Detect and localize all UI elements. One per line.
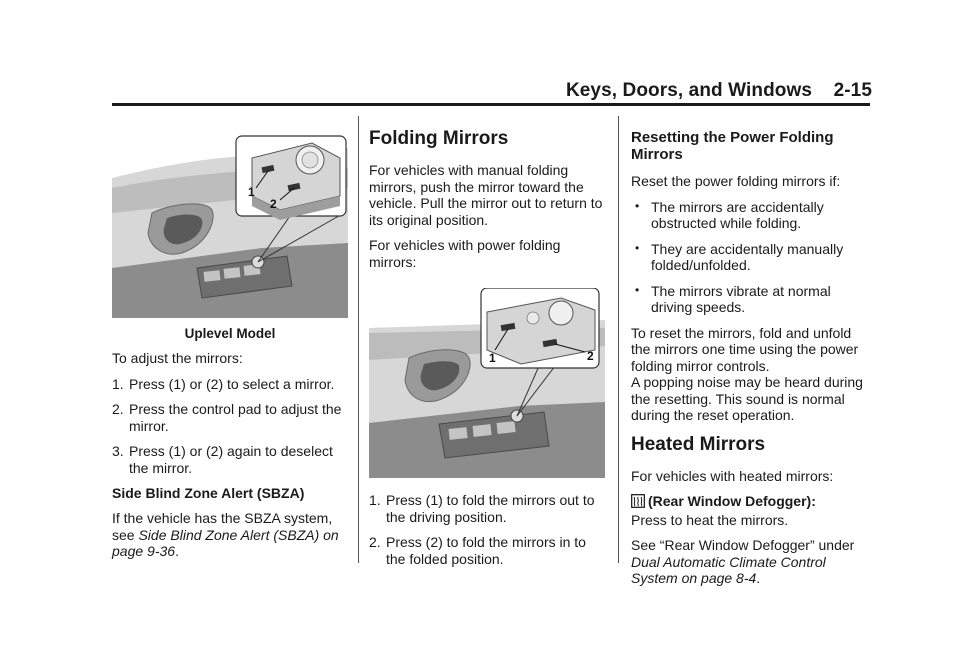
bullet-text: The mirrors vibrate at normal driving speeds. <box>651 282 831 315</box>
step-number: 2. <box>369 534 381 550</box>
defogger-label: (Rear Window Defogger): <box>648 493 816 509</box>
step-text: Press (1) or (2) again to deselect the mirror. <box>129 443 333 476</box>
step-text: Press the control pad to adjust the mirror. <box>129 401 342 434</box>
sbza-text: If the vehicle has the SBZA system, see <box>112 510 333 543</box>
sbza-end: . <box>175 543 179 559</box>
sbza-heading: Side Blind Zone Alert (SBZA) <box>112 485 305 501</box>
defogger-entry <box>631 493 871 528</box>
reset-text-2: A popping noise may be heard during the resetting. This sound is normal during the reset operation. <box>631 374 863 423</box>
bullet-glyph: • <box>635 240 640 255</box>
bullet-glyph: • <box>635 198 640 213</box>
step-text: Press (1) or (2) to select a mirror. <box>129 375 335 392</box>
reset-intro: Reset the power folding mirrors if: <box>631 173 841 189</box>
step-number: 1. <box>369 492 381 508</box>
page-header <box>112 80 872 104</box>
sbza-reference-link[interactable]: Side Blind Zone Alert (SBZA) on page 9-36 <box>112 526 339 559</box>
list-item <box>369 534 605 567</box>
bullet-glyph: • <box>635 282 640 297</box>
column-right <box>631 118 871 596</box>
column-left <box>112 118 348 569</box>
callout-label: 2 <box>270 197 277 211</box>
list-item <box>112 443 348 476</box>
callout-label: 1 <box>489 351 496 365</box>
list-item <box>631 199 871 232</box>
list-item <box>112 401 348 434</box>
column-middle <box>369 118 605 576</box>
defogger-text: Press to heat the mirrors. <box>631 511 789 528</box>
column-divider <box>618 116 619 563</box>
see-paragraph <box>631 537 871 587</box>
manual-folding-text: For vehicles with manual folding mirrors, push the mirror toward the vehicle. Pull the mirror out to return to its original position. <box>369 162 603 228</box>
climate-control-reference-link[interactable]: Dual Automatic Climate Control System on page 8-4 <box>631 553 826 586</box>
power-folding-text: For vehicles with power folding mirrors: <box>369 237 561 270</box>
uplevel-mirror-control-illustration <box>112 118 348 318</box>
callout-label: 1 <box>248 185 255 199</box>
sbza-paragraph <box>112 510 348 560</box>
step-text: Press (1) to fold the mirrors out to the driving position. <box>386 492 595 525</box>
step-text: Press (2) to fold the mirrors in to the folded position. <box>386 534 586 567</box>
step-number: 3. <box>112 443 124 459</box>
section-title: Keys, Doors, and Windows <box>565 80 813 101</box>
power-folding-mirror-illustration <box>369 288 605 478</box>
page-number: 2-15 <box>833 80 872 101</box>
step-number: 2. <box>112 401 124 417</box>
header-title <box>566 80 872 102</box>
list-item <box>369 492 605 525</box>
adjust-steps-list <box>112 376 348 477</box>
figure-caption: Uplevel Model <box>184 326 276 341</box>
list-item <box>631 241 871 274</box>
bullet-text: They are accidentally manually folded/unfolded. <box>651 240 844 273</box>
heated-mirrors-heading: Heated Mirrors <box>631 433 766 455</box>
folding-steps-list <box>369 492 605 567</box>
intro-text: To adjust the mirrors: <box>112 350 243 366</box>
list-item <box>631 283 871 316</box>
list-item <box>112 376 348 393</box>
heated-intro: For vehicles with heated mirrors: <box>631 467 834 484</box>
see-text: See “Rear Window Defogger” under <box>631 537 855 553</box>
folding-mirrors-heading: Folding Mirrors <box>369 128 509 149</box>
reset-text-1: To reset the mirrors, fold and unfold the mirrors one time using the power folding mirror controls. <box>631 324 859 374</box>
step-number: 1. <box>112 375 124 392</box>
reset-conditions-list <box>631 199 871 316</box>
bullet-text: The mirrors are accidentally obstructed while folding. <box>651 198 824 231</box>
column-divider <box>358 116 359 563</box>
rear-defogger-icon <box>631 494 645 512</box>
callout-label: 2 <box>587 349 594 363</box>
reset-heading: Resetting the Power Folding Mirrors <box>631 129 834 163</box>
header-rule <box>112 103 870 106</box>
see-end: . <box>756 570 761 586</box>
